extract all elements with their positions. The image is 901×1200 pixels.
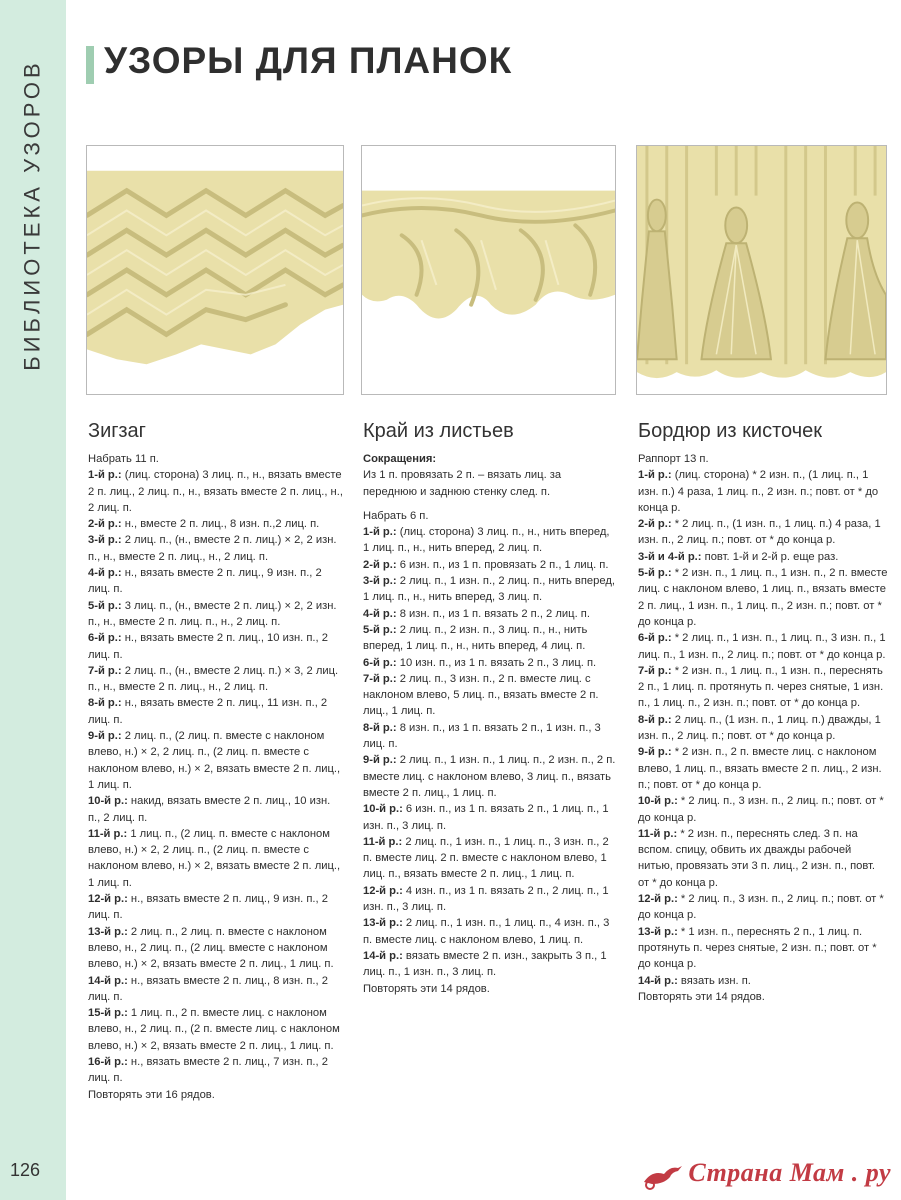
- row-label: 14-й р.:: [363, 949, 403, 962]
- row-text: н., вязать вместе 2 п. лиц., 11 изн. п., 2 лиц. п.: [88, 697, 328, 726]
- row-text: 6 изн. п., из 1 п. провязать 2 п., 1 лиц. п.: [396, 558, 609, 571]
- row-text: 1 лиц. п., (2 лиц. п. вместе с наклоном влево, н.) × 2, 2 лиц. п., (2 лиц. п. вместе с наклоном влево, н.) × 2, вязать вместе 2 п. лиц., 1 лиц. п.: [88, 827, 341, 889]
- row-text: 8 изн. п., из 1 п. вязать 2 п., 2 лиц. п.: [396, 607, 590, 620]
- row-label: 9-й р.:: [638, 746, 672, 759]
- row-label: 8-й р.:: [363, 721, 397, 734]
- row-label: 6-й р.:: [638, 632, 672, 645]
- pattern-row: [88, 467, 343, 516]
- pattern-row: [363, 720, 616, 753]
- row-label: 11-й р.:: [88, 827, 128, 840]
- pattern-row: [638, 467, 888, 516]
- row-text: * 2 изн. п., переснять след. 3 п. на вспом. спицу, обвить их дважды рабочей нитью, провязать эти 3 п. лиц., 2 изн. п., повт. от * до конца р.: [638, 827, 876, 889]
- row-text: * 2 лиц. п., 3 изн. п., 2 лиц. п.; повт. от * до конца р.: [638, 893, 884, 922]
- row-text: * 2 изн. п., 2 п. вместе лиц. с наклоном влево, 1 лиц. п., вязать вместе 2 п. лиц., 2 изн. п.; повт. от * до конца р.: [638, 746, 882, 791]
- row-label: 1-й р.:: [363, 526, 397, 539]
- row-label: 2-й р.:: [638, 518, 672, 531]
- row-text: 2 лиц. п., 1 изн. п., 1 лиц. п., 2 изн. п., 2 п. вместе лиц. с наклоном влево, 3 лиц. п., вязать вместе 2 п. лиц., 1 лиц. п.: [363, 754, 616, 799]
- pattern-row: [638, 891, 888, 924]
- row-text: н., вязать вместе 2 п. лиц., 10 изн. п., 2 лиц. п.: [88, 632, 328, 661]
- pattern-row: [363, 671, 616, 720]
- row-label: 12-й р.:: [363, 884, 403, 897]
- pattern-row: [88, 793, 343, 826]
- row-label: 12-й р.:: [88, 893, 128, 906]
- row-label: 14-й р.:: [88, 974, 128, 987]
- pattern-row: [88, 891, 343, 924]
- row-text: 2 лиц. п., 1 изн. п., 1 лиц. п., 4 изн. п., 3 п. вместе лиц. с наклоном влево, 1 лиц. п.: [363, 917, 610, 946]
- row-text: * 2 изн. п., 1 лиц. п., 1 изн. п., 2 п. вместе лиц. с наклоном влево, 1 лиц. п., вязать вместе 2 п. лиц., 1 изн. п., 1 лиц. п., 2 изн. п.; повт. от * до конца р.: [638, 567, 888, 628]
- pattern-row: [363, 948, 616, 981]
- row-text: 1 лиц. п., 2 п. вместе лиц. с наклоном влево, н., 2 лиц. п., (2 п. вместе лиц. с наклоном влево, н.) × 2, вязать вместе 2 п. лиц., 1 лиц. п.: [88, 1007, 340, 1052]
- row-text: 3 лиц. п., (н., вместе 2 п. лиц.) × 2, 2 изн. п., н., вместе 2 п. лиц. п., н., 2 лиц. п.: [88, 599, 337, 628]
- tassel-border-knit-photo: [636, 145, 887, 395]
- row-label: 4-й р.:: [363, 607, 397, 620]
- row-text: 10 изн. п., из 1 п. вязать 2 п., 3 лиц. п.: [396, 656, 597, 669]
- row-text: 4 изн. п., из 1 п. вязать 2 п., 2 лиц. п., 1 изн. п., 3 лиц. п.: [363, 884, 609, 914]
- row-label: 9-й р.:: [88, 730, 122, 743]
- pattern-row: [88, 630, 343, 663]
- row-text: н., вместе 2 п. лиц., 8 изн. п.,2 лиц. п.: [121, 518, 320, 531]
- pattern-intro: Раппорт 13 п.: [638, 453, 709, 465]
- pattern-row: [88, 663, 343, 696]
- pattern-row: [88, 516, 343, 532]
- row-label: 16-й р.:: [88, 1055, 128, 1068]
- abbreviations-heading: Сокращения:: [363, 453, 437, 465]
- leaf-edge-knit-photo: [361, 145, 616, 395]
- pattern-row: [363, 606, 616, 622]
- pattern-row: [363, 883, 616, 916]
- row-label: 1-й р.:: [638, 469, 672, 482]
- pattern-row: [88, 1054, 343, 1087]
- pattern-row: [363, 752, 616, 801]
- pattern-row: [363, 573, 616, 606]
- row-list: [363, 524, 616, 980]
- pattern-zigzag: [88, 418, 343, 1103]
- pattern-row: [638, 712, 888, 745]
- pattern-row: [363, 524, 616, 557]
- row-text: * 2 изн. п., 1 лиц. п., 1 изн. п., переснять 2 п., 1 лиц. п. протянуть п. через снятые, 1 изн. п., 1 лиц. п., 2 изн. п.; повт. от * до конца р.: [638, 664, 884, 710]
- pattern-footer: Повторять эти 16 рядов.: [88, 1088, 215, 1101]
- pattern-row: [88, 1005, 343, 1054]
- row-text: 2 лиц. п., 1 изн. п., 2 лиц. п., нить вперед, 1 лиц. п., н., нить вперед, 3 лиц. п.: [363, 575, 615, 604]
- row-label: 3-й р.:: [88, 534, 122, 547]
- row-text: 2 лиц. п., 2 изн. п., 3 лиц. п., н., нить вперед, 1 лиц. п., н., нить вперед, 4 лиц. п.: [363, 623, 588, 653]
- row-list: [88, 467, 343, 1086]
- row-text: (лиц. сторона) * 2 изн. п., (1 лиц. п., 1 изн. п.) 4 раза, 1 лиц. п., 2 изн. п.; повт. от * до конца р.: [638, 469, 879, 514]
- row-text: 2 лиц. п., (н., вместе 2 лиц. п.) × 3, 2 лиц. п., н., вместе 2 п. лиц., н., 2 лиц. п.: [88, 664, 339, 694]
- pattern-row: [363, 655, 616, 671]
- row-label: 8-й р.:: [638, 713, 672, 726]
- pattern-row: [363, 834, 616, 883]
- row-text: * 2 лиц. п., 3 изн. п., 2 лиц. п.; повт. от * до конца р.: [638, 795, 884, 824]
- row-label: 3-й и 4-й р.:: [638, 550, 702, 563]
- row-label: 10-й р.:: [363, 803, 403, 816]
- pattern-row: [638, 565, 888, 630]
- row-label: 6-й р.:: [88, 632, 122, 645]
- pattern-row: [638, 973, 888, 989]
- pattern-row: [638, 826, 888, 891]
- row-text: н., вязать вместе 2 п. лиц., 9 изн. п., 2 лиц. п.: [88, 893, 328, 922]
- pattern-row: [88, 973, 343, 1006]
- pattern-row: [363, 915, 616, 948]
- row-label: 1-й р.:: [88, 469, 122, 482]
- row-label: 7-й р.:: [363, 672, 397, 685]
- row-label: 2-й р.:: [363, 558, 397, 571]
- row-text: н., вязать вместе 2 п. лиц., 8 изн. п., 2 лиц. п.: [88, 974, 328, 1003]
- pattern-footer: Повторять эти 14 рядов.: [363, 982, 490, 995]
- row-text: 8 изн. п., из 1 п. вязать 2 п., 1 изн. п., 3 лиц. п.: [363, 721, 601, 751]
- pattern-row: [638, 793, 888, 826]
- pattern-intro: Набрать 11 п.: [88, 453, 159, 465]
- row-label: 15-й р.:: [88, 1007, 128, 1020]
- row-label: 5-й р.:: [638, 567, 672, 580]
- row-text: накид, вязать вместе 2 п. лиц., 10 изн. п., 2 лиц. п.: [88, 795, 331, 824]
- row-label: 13-й р.:: [363, 917, 403, 930]
- pattern-tassel-border: [638, 418, 888, 1005]
- pattern-title: Бордюр из кисточек: [638, 420, 822, 442]
- title-accent-bar: [86, 46, 94, 84]
- row-label: 5-й р.:: [363, 623, 397, 636]
- row-label: 7-й р.:: [88, 664, 122, 677]
- row-text: 2 лиц. п., 2 лиц. п. вместе с наклоном влево, н., 2 лиц. п., (2 лиц. вместе с наклоном влево, н.) × 2, вязать вместе 2 п. лиц., 1 лиц. п.: [88, 925, 334, 971]
- pattern-row: [638, 663, 888, 712]
- pattern-row: [638, 744, 888, 793]
- row-label: 7-й р.:: [638, 664, 672, 677]
- abbreviations-text: Из 1 п. провязать 2 п. – вязать лиц. за переднюю и заднюю стенку след. п.: [363, 469, 562, 498]
- section-label-container: [3, 0, 63, 430]
- watermark: [640, 1158, 891, 1190]
- zigzag-knit-photo: [86, 145, 344, 395]
- row-label: 10-й р.:: [88, 795, 128, 808]
- pattern-row: [88, 695, 343, 728]
- pattern-title: Зигзаг: [88, 420, 146, 442]
- row-text: 2 лиц. п., (1 изн. п., 1 лиц. п.) дважды, 1 изн. п., 2 лиц. п.; повт. от * до конца р.: [638, 713, 881, 743]
- pattern-row: [88, 532, 343, 565]
- pattern-footer: Повторять эти 14 рядов.: [638, 990, 765, 1003]
- row-text: вязать изн. п.: [677, 974, 751, 987]
- pattern-row: [88, 924, 343, 973]
- row-text: 2 лиц. п., 1 изн. п., 1 лиц. п., 3 изн. п., 2 п. вместе лиц. 2 п. вместе с наклоном влево, 1 лиц. п., вязать вместе 2 п. лиц., 1 лиц. п.: [363, 835, 609, 881]
- row-text: * 2 лиц. п., 1 изн. п., 1 лиц. п., 3 изн. п., 1 лиц. п., 1 изн. п., 2 лиц. п.; повт. от * до конца р.: [638, 632, 886, 661]
- row-label: 9-й р.:: [363, 754, 397, 767]
- row-label: 11-й р.:: [638, 827, 678, 840]
- pattern-row: [88, 826, 343, 891]
- pattern-row: [638, 924, 888, 973]
- row-text: 2 лиц. п., (н., вместе 2 п. лиц.) × 2, 2 изн. п., н., вместе 2 п. лиц., н., 2 лиц. п.: [88, 534, 337, 563]
- row-label: 10-й р.:: [638, 795, 678, 808]
- pattern-row: [363, 801, 616, 834]
- pattern-row: [88, 598, 343, 631]
- row-text: * 1 изн. п., переснять 2 п., 1 лиц. п. протянуть п. через снятые, 2 изн. п.; повт. от * до конца р.: [638, 925, 877, 971]
- row-label: 2-й р.:: [88, 518, 122, 531]
- row-label: 8-й р.:: [88, 697, 122, 710]
- pattern-row: [363, 557, 616, 573]
- row-text: (лиц. сторона) 3 лиц. п., н., вязать вместе 2 п. лиц., 2 лиц. п., н., вязать вместе 2 п. лиц., н., 2 лиц. п.: [88, 469, 343, 514]
- row-label: 13-й р.:: [638, 925, 678, 938]
- watermark-text: Страна Мам . ру: [688, 1158, 891, 1187]
- row-text: 6 изн. п., из 1 п. вязать 2 п., 1 лиц. п., 1 изн. п., 3 лиц. п.: [363, 803, 609, 832]
- row-label: 14-й р.:: [638, 974, 678, 987]
- pattern-row: [363, 622, 616, 655]
- pattern-title: Край из листьев: [363, 420, 514, 442]
- row-label: 3-й р.:: [363, 575, 397, 588]
- row-text: н., вязать вместе 2 п. лиц., 7 изн. п., 2 лиц. п.: [88, 1055, 328, 1085]
- pattern-row: [88, 728, 343, 793]
- pattern-leaf-edge: [363, 418, 616, 997]
- row-label: 11-й р.:: [363, 835, 403, 848]
- row-label: 5-й р.:: [88, 599, 122, 612]
- row-text: * 2 лиц. п., (1 изн. п., 1 лиц. п.) 4 раза, 1 изн. п., 2 лиц. п.; повт. от * до конца р.: [638, 518, 881, 547]
- pattern-row: [638, 630, 888, 663]
- stork-logo-icon: [640, 1160, 684, 1190]
- row-text: (лиц. сторона) 3 лиц. п., н., нить вперед, 1 лиц. п., н., нить вперед, 2 лиц. п.: [363, 526, 610, 555]
- pattern-row: [638, 516, 888, 549]
- row-text: повт. 1-й и 2-й р. еще раз.: [701, 550, 839, 563]
- pattern-row: [638, 549, 888, 565]
- pattern-row: [88, 565, 343, 598]
- row-text: 2 лиц. п., 3 изн. п., 2 п. вместе лиц. с наклоном влево, 5 лиц. п., вязать вместе 2 п. лиц., 1 лиц. п.: [363, 672, 599, 718]
- page-number: 126: [10, 1160, 41, 1180]
- row-text: вязать вместе 2 п. изн., закрыть 3 п., 1 лиц. п., 1 изн. п., 3 лиц. п.: [363, 949, 607, 979]
- section-label: БИБЛИОТЕКА УЗОРОВ: [20, 59, 46, 371]
- page-title: УЗОРЫ ДЛЯ ПЛАНОК: [104, 40, 513, 81]
- pattern-intro: Набрать 6 п.: [363, 509, 429, 522]
- row-label: 4-й р.:: [88, 567, 122, 580]
- row-text: 2 лиц. п., (2 лиц. п. вместе с наклоном влево, н.) × 2, 2 лиц. п., (2 лиц. п. вместе с наклоном влево, н.) × 2, вязать вместе 2 п. лиц., 1 лиц. п.: [88, 730, 341, 791]
- row-label: 6-й р.:: [363, 656, 397, 669]
- row-text: н., вязать вместе 2 п. лиц., 9 изн. п., 2 лиц. п.: [88, 567, 322, 596]
- row-label: 13-й р.:: [88, 925, 128, 938]
- row-label: 12-й р.:: [638, 893, 678, 906]
- row-list: [638, 467, 888, 989]
